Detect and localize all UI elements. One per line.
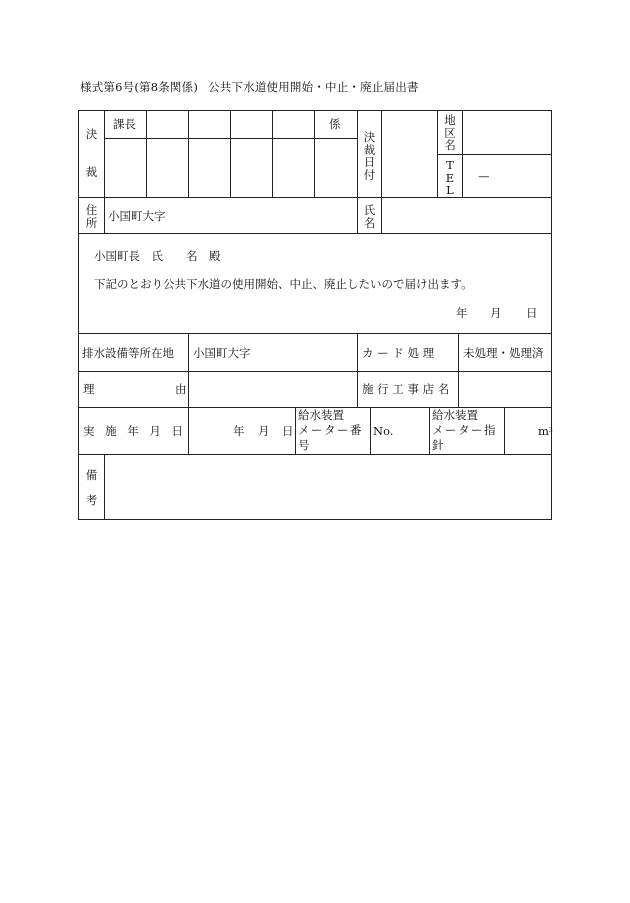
border-remarks-label bbox=[104, 454, 105, 520]
impl-month: 月 bbox=[258, 424, 270, 438]
border-stamp-3 bbox=[230, 110, 231, 197]
reason-label-right: 由 bbox=[175, 382, 187, 396]
address-value: 小国町大字 bbox=[108, 209, 166, 223]
meter-reading-label-2: メーター指 bbox=[432, 423, 497, 437]
border-tel-row bbox=[437, 154, 552, 155]
meter-no-prefix: No. bbox=[373, 424, 394, 438]
decision-label: 決 裁 bbox=[85, 127, 98, 179]
notice-body: 下記のとおり公共下水道の使用開始、中止、廃止したいので届け出ます。 bbox=[94, 277, 473, 291]
border-stamp-4 bbox=[272, 110, 273, 197]
form-main-title: 公共下水道使用開始・中止・廃止届出書 bbox=[208, 80, 419, 94]
border-meter-no-value bbox=[370, 407, 371, 454]
meter-reading-label-1: 給水装置 bbox=[432, 408, 478, 422]
border-stamp-2 bbox=[188, 110, 189, 197]
meter-reading-label-3: 針 bbox=[432, 438, 444, 452]
notice-month: 月 bbox=[490, 306, 502, 320]
border-address-bottom bbox=[78, 233, 552, 234]
border-location-label bbox=[188, 333, 189, 454]
impl-date-char: 年 bbox=[127, 424, 139, 438]
form-title bbox=[80, 79, 419, 95]
border-bottom bbox=[78, 519, 552, 520]
border-approval-label bbox=[104, 110, 105, 234]
card-process-value: 未処理・処理済 bbox=[463, 346, 544, 360]
address-label: 住 所 bbox=[85, 203, 98, 230]
border-stamp-5 bbox=[314, 110, 315, 197]
border-approval-bottom bbox=[78, 197, 552, 198]
meter-number-label-2: メーター番 bbox=[298, 423, 363, 437]
tel-label: T E L bbox=[445, 158, 455, 197]
border-date-label bbox=[381, 110, 382, 234]
section-chief-label: 課長 bbox=[113, 117, 136, 131]
border-district-label bbox=[462, 110, 463, 197]
border-meter-read-label bbox=[429, 407, 430, 454]
facility-location-label: 排水設備等所在地 bbox=[82, 346, 174, 360]
border-stamp-1 bbox=[146, 110, 147, 197]
border-right bbox=[548, 110, 553, 520]
staff-label: 係 bbox=[329, 117, 341, 131]
border-top bbox=[78, 110, 552, 111]
tel-dash: — bbox=[478, 169, 490, 183]
addressee: 小国町長 氏 名 殿 bbox=[94, 249, 221, 263]
impl-date-char: 日 bbox=[171, 424, 183, 438]
impl-date-char: 施 bbox=[105, 424, 117, 438]
notice-year: 年 bbox=[456, 306, 468, 320]
reason-label-left: 理 bbox=[83, 382, 95, 396]
impl-date-label bbox=[83, 424, 183, 438]
contractor-label: 施 行 工 事 店 名 bbox=[362, 382, 450, 396]
border-stamp-row bbox=[104, 138, 358, 139]
form-number: 様式第6号(第8条関係) bbox=[80, 80, 199, 94]
border-meter-no-label bbox=[295, 407, 296, 454]
border-notice-bottom bbox=[78, 333, 552, 334]
remarks-label: 備 考 bbox=[85, 468, 98, 507]
cubic-meter-unit bbox=[538, 424, 553, 438]
card-process-label: カ ー ド 処 理 bbox=[362, 346, 435, 360]
impl-date-char: 実 bbox=[83, 424, 95, 438]
unit-sup: 3 bbox=[548, 427, 553, 434]
impl-day: 日 bbox=[282, 424, 294, 438]
border-meter-read-value bbox=[504, 407, 505, 454]
unit-m: m bbox=[538, 424, 549, 438]
border-card-value bbox=[458, 333, 459, 407]
district-name-label: 地 区 名 bbox=[444, 113, 456, 152]
name-label: 氏 名 bbox=[363, 203, 376, 230]
meter-number-label-3: 号 bbox=[298, 438, 310, 452]
meter-number-label-1: 給水装置 bbox=[298, 408, 344, 422]
border-location-bottom bbox=[78, 371, 552, 372]
facility-location-value: 小国町大字 bbox=[193, 346, 251, 360]
decision-date-label: 決 裁 日 付 bbox=[363, 130, 376, 182]
border-impl-bottom bbox=[78, 454, 552, 455]
impl-date-char: 月 bbox=[149, 424, 161, 438]
notice-day: 日 bbox=[526, 306, 538, 320]
impl-year: 年 bbox=[233, 424, 245, 438]
border-card-label bbox=[357, 333, 358, 407]
